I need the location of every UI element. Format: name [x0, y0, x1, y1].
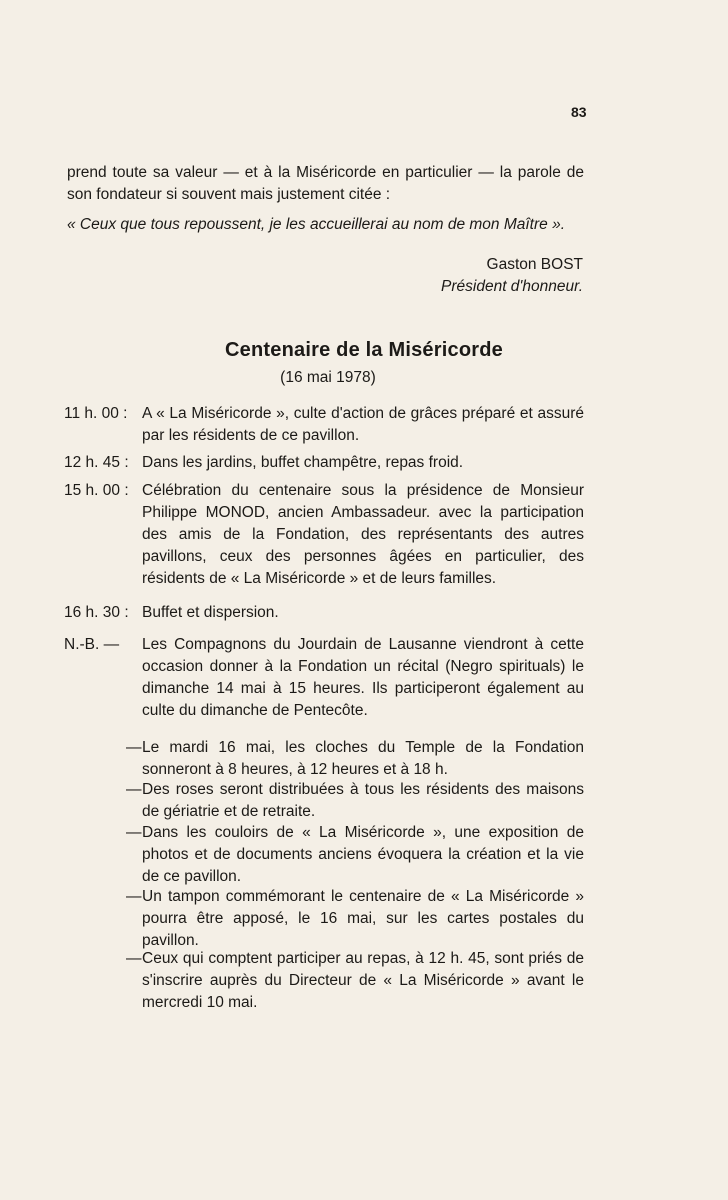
note-item [126, 948, 584, 1014]
note-text: Un tampon commémorant le centenaire de « La Miséricorde » pourra être apposé, le 16 mai, sur les cartes postales du pavillon. [142, 888, 584, 949]
schedule-entry [64, 602, 584, 624]
dash-marker: — [126, 781, 142, 798]
nb-text: Les Compagnons du Jourdain de Lausanne viendront à cette occasion donner à la Fondation un récital (Negro spirituals) le dimanche 14 mai à 15 heures. Ils participeront également au culte du dimanche de Pentecôte. [142, 636, 584, 719]
dash-marker: — [126, 950, 142, 967]
note-item [126, 737, 584, 781]
schedule-text: Buffet et dispersion. [142, 604, 279, 621]
dash-marker: — [126, 888, 142, 905]
schedule-time: 15 h. 00 : [64, 482, 129, 499]
section-date: (16 mai 1978) [280, 369, 376, 386]
dash-marker: — [126, 739, 142, 756]
intro-paragraph: prend toute sa valeur — et à la Miséricorde en particulier — la parole de son fondateur si souvent mais justement citée : [67, 164, 584, 203]
schedule-text: Célébration du centenaire sous la présidence de Monsieur Philippe MONOD, ancien Ambassadeur. avec la participation des amis de la Fondation, des représentants des autres pavillons, ceux des personnes âgées en particulier, des résidents de « La Miséricorde » et de leurs familles. [142, 482, 584, 587]
schedule-time: 12 h. 45 : [64, 454, 129, 471]
nb-label: N.-B. — [64, 636, 120, 653]
schedule-entry [64, 480, 584, 590]
dash-marker: — [126, 824, 142, 841]
page-number: 83 [571, 104, 587, 120]
note-item [126, 822, 584, 888]
note-text: Dans les couloirs de « La Miséricorde », une exposition de photos et de documents anciens évoquera la création et la vie de ce pavillon. [142, 824, 584, 885]
note-text: Le mardi 16 mai, les cloches du Temple de la Fondation sonneront à 8 heures, à 12 heures et à 18 h. [142, 739, 584, 778]
schedule-text: A « La Miséricorde », culte d'action de grâces préparé et assuré par les résidents de ce pavillon. [142, 405, 584, 444]
nb-entry [64, 634, 584, 722]
schedule-text: Dans les jardins, buffet champêtre, repas froid. [142, 454, 464, 471]
section-title: Centenaire de la Miséricorde [225, 339, 503, 361]
note-text: Des roses seront distribuées à tous les résidents des maisons de gériatrie et de retraite. [142, 781, 584, 820]
schedule-time: 16 h. 30 : [64, 604, 129, 621]
note-item [126, 779, 584, 823]
schedule-time: 11 h. 00 : [64, 405, 128, 422]
schedule-entry [64, 403, 584, 447]
signature-block [441, 254, 583, 298]
schedule-entry [64, 452, 584, 474]
signature-role: Président d'honneur. [441, 278, 583, 295]
founder-quote: « Ceux que tous repoussent, je les accueillerai au nom de mon Maître ». [67, 216, 565, 233]
signature-name: Gaston BOST [486, 256, 583, 273]
note-item [126, 886, 584, 952]
note-text: Ceux qui comptent participer au repas, à 12 h. 45, sont priés de s'inscrire auprès du Directeur de « La Miséricorde » avant le mercredi 10 mai. [142, 950, 584, 1011]
